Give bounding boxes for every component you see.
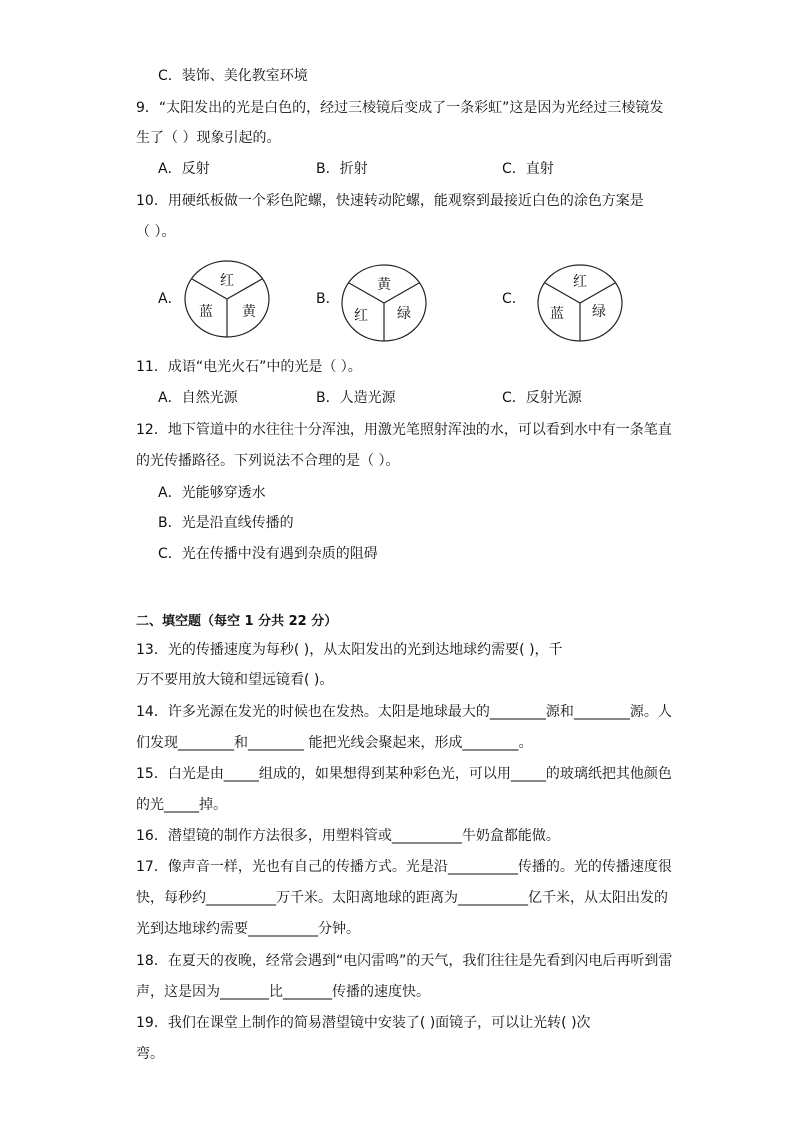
q19-text-line2: 弯。: [136, 1046, 164, 1062]
q18-text-line2: 声，这是因为_______比_______传播的速度快。: [136, 984, 430, 1000]
q12-text-line2: 的光传播路径。下列说法不合理的是（ ）。: [136, 453, 400, 469]
q10-disc-b: [340, 262, 428, 344]
q9-option-b: B．折射: [316, 161, 368, 177]
q14-text-line1: 14．许多光源在发光的时候也在发热。太阳是地球最大的________源和________源。人: [136, 704, 672, 720]
q11-option-a: A．自然光源: [158, 390, 238, 406]
q10-disc-a-right: 黄: [242, 304, 256, 320]
q16-text-line1: 16．潜望镜的制作方法很多，用塑料管或__________牛奶盒都能做。: [136, 828, 560, 844]
q11-option-c: C．反射光源: [502, 390, 582, 406]
q15-text-line1: 15．白光是由_____组成的，如果想得到某种彩色光，可以用_____的玻璃纸把其他颜色: [136, 766, 672, 782]
q13-text-line2: 万不要用放大镜和望远镜看( )。: [136, 672, 334, 688]
q14-text-line2: 们发现________和________ 能把光线会聚起来，形成________。: [136, 735, 533, 751]
q19-text-line1: 19．我们在课堂上制作的简易潜望镜中安装了( )面镜子，可以让光转( )次: [136, 1015, 591, 1031]
q9-option-a: A．反射: [158, 161, 210, 177]
q9-text-line2: 生了（ ）现象引起的。: [136, 130, 281, 146]
q17-text-line1: 17．像声音一样，光也有自己的传播方式。光是沿__________传播的。光的传播速度很: [136, 859, 672, 875]
q9-option-c: C．直射: [502, 161, 554, 177]
q10-option-a-label: A．: [158, 291, 182, 307]
q10-disc-b-top: 黄: [377, 277, 391, 293]
q11-option-b: B．人造光源: [316, 390, 396, 406]
q10-text-line2: （ ）。: [136, 224, 176, 240]
q10-disc-a-left: 蓝: [199, 304, 213, 320]
q10-disc-c: [536, 262, 624, 344]
q10-disc-a: [183, 258, 271, 340]
q10-disc-b-right: 绿: [397, 306, 411, 322]
q9-text-line1: 9．“太阳发出的光是白色的，经过三棱镜后变成了一条彩虹”这是因为光经过三棱镜发: [136, 100, 664, 116]
q12-option-b: B．光是沿直线传播的: [158, 515, 294, 531]
section-title-fill-in: 二、填空题（每空 1 分共 22 分）: [136, 614, 338, 629]
q10-option-b-label: B．: [316, 291, 340, 307]
q12-option-c: C．光在传播中没有遇到杂质的阻碍: [158, 546, 378, 562]
q10-option-c-label: C．: [502, 291, 526, 307]
q10-text-line1: 10．用硬纸板做一个彩色陀螺，快速转动陀螺，能观察到最接近白色的涂色方案是: [136, 193, 644, 209]
q8-option-c: C．装饰、美化教室环境: [158, 68, 308, 84]
q12-option-a: A．光能够穿透水: [158, 485, 266, 501]
q17-text-line3: 光到达地球约需要__________分钟。: [136, 921, 360, 937]
q18-text-line1: 18．在夏天的夜晚，经常会遇到“电闪雷鸣”的天气，我们往往是先看到闪电后再听到雷: [136, 953, 673, 969]
q10-disc-c-left: 蓝: [550, 306, 564, 322]
q10-disc-c-right: 绿: [592, 304, 606, 320]
q12-text-line1: 12．地下管道中的水往往十分浑浊，用激光笔照射浑浊的水，可以看到水中有一条笔直: [136, 422, 672, 438]
q13-text-line1: 13．光的传播速度为每秒( )，从太阳发出的光到达地球约需要( )，千: [136, 642, 563, 658]
q15-text-line2: 的光_____掉。: [136, 797, 227, 813]
q10-disc-a-top: 红: [220, 273, 234, 289]
q10-disc-b-left: 红: [354, 308, 368, 324]
q10-disc-c-top: 红: [573, 274, 587, 290]
q11-text-line1: 11．成语“电光火石”中的光是（ ）。: [136, 359, 362, 375]
q17-text-line2: 快，每秒约__________万千米。太阳离地球的距离为__________亿千米，从太阳出发的: [136, 890, 668, 906]
